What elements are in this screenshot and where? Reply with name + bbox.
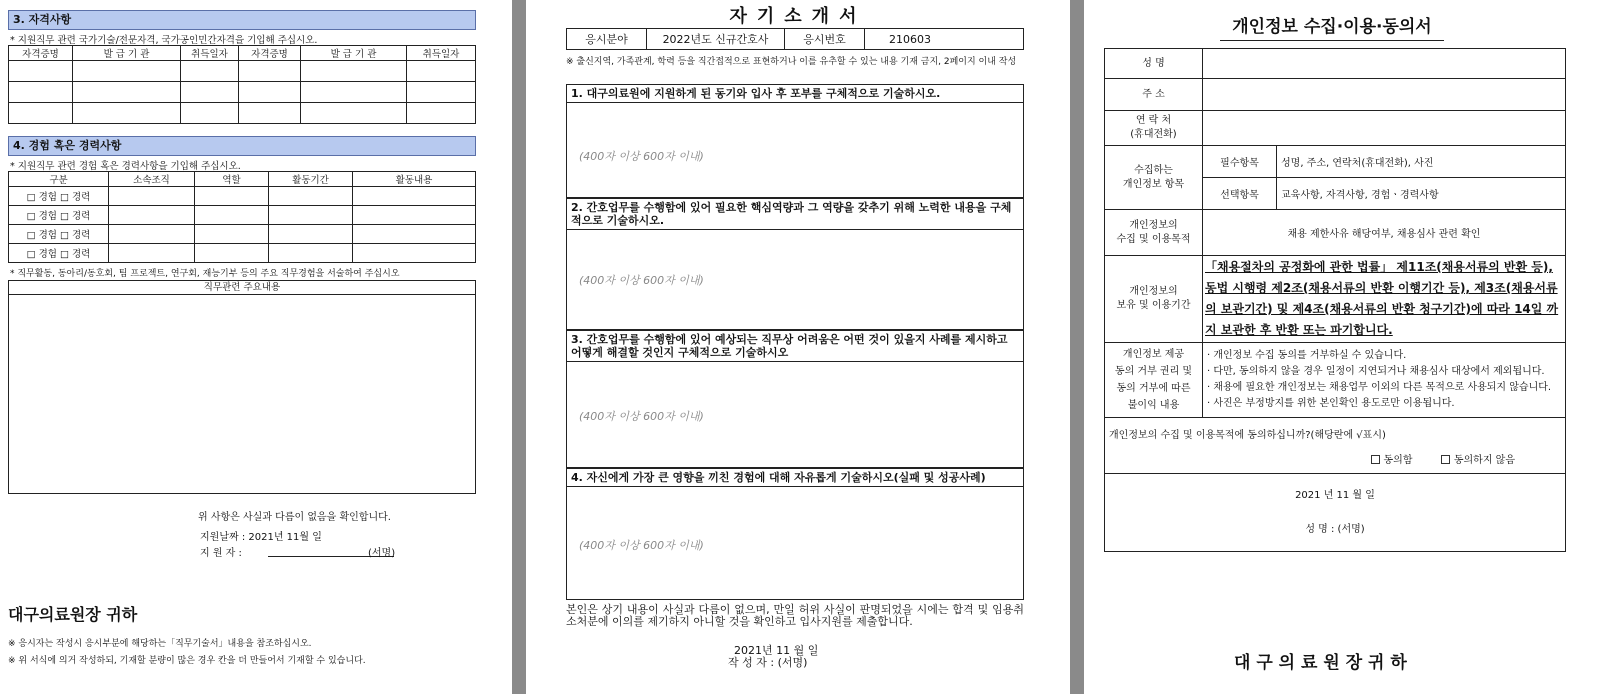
field-value[interactable]: 210603 — [865, 29, 1024, 50]
declaration: 본인은 상기 내용이 사실과 다름이 없으며, 만일 허위 사실이 판명되었을 시에는 합격 및 임용취소처분에 이의를 제기하지 아니할 것을 확인하고 입사지원를 제출합니다. — [566, 603, 1024, 628]
agree-checkbox[interactable] — [1371, 455, 1380, 464]
table-row — [567, 29, 1024, 50]
section4-note: * 지원직무 관련 경험 혹은 경력사항을 기입해 주십시오. — [10, 161, 241, 172]
list-item: · 사진은 부정방지를 위한 본인확인 용도로만 이용됩니다. — [1207, 398, 1455, 409]
confirm-text: 위 사항은 사실과 다름이 없음을 확인합니다. — [198, 512, 391, 523]
retention-text: 「채용절차의 공정화에 관한 법률」 제11조(채용서류의 반환 등), 동법 시행령 제2조(채용서류의 반환 이행기간 등), 제3조(채용서류의 보관기간) 및 제4조(채용서류의 반환 청구기간)에 따라 14일 까지 보관한 후 반환 또는 파기합니다. — [1205, 260, 1559, 337]
question-box-3[interactable] — [566, 330, 1024, 468]
optional-label: 선택항목 — [1203, 178, 1277, 210]
apply-date: 지원날짜 : 2021년 11월 일 — [200, 532, 322, 543]
consent-question: 개인정보의 수집 및 이용목적에 동의하십니까?(해당란에 √표시) — [1109, 429, 1386, 441]
table-header: 구분 — [9, 172, 109, 187]
job-experience-box[interactable] — [8, 280, 476, 494]
consent-options — [1109, 451, 1561, 466]
table-header: 취득일자 — [407, 46, 476, 61]
table-row — [1105, 343, 1566, 418]
table-row — [1105, 474, 1566, 552]
table-row[interactable] — [9, 244, 476, 263]
table-row — [1105, 146, 1566, 178]
table-header: 자격증명 — [239, 46, 301, 61]
page-title: 개인정보 수집·이용·동의서 — [1220, 12, 1444, 41]
placeholder-text: (400자 이상 600자 이내) — [579, 410, 704, 423]
section3-note: * 지원직무 관련 국가기술/전문자격, 국가공인민간자격을 기입해 주십시오. — [10, 35, 318, 46]
field-label: 응시분야 — [567, 29, 647, 50]
table-row[interactable] — [9, 187, 476, 206]
table-row — [1105, 210, 1566, 256]
section3-title: 3. 자격사항 — [8, 10, 476, 30]
table-row — [1105, 418, 1566, 474]
disagree-label: 동의하지 않음 — [1453, 454, 1515, 466]
table-header: 소속조직 — [109, 172, 195, 187]
table-row[interactable] — [9, 206, 476, 225]
list-item: · 개인정보 수집 동의를 거부하실 수 있습니다. — [1207, 350, 1407, 361]
list-item: · 다만, 동의하지 않을 경우 일정이 지연되거나 채용심사 대상에서 제외됩니다. — [1207, 366, 1545, 377]
type-checkbox-label[interactable]: □ 경험 □ 경력 — [9, 244, 109, 263]
page-title: 자기소개서 — [729, 6, 867, 27]
question-text: 4. 자신에게 가장 큰 영향을 끼친 경험에 대해 자유롭게 기술하시오(실패 및 성공사례) — [567, 469, 1023, 487]
question-box-4[interactable] — [566, 468, 1024, 600]
refusal-list — [1203, 343, 1566, 418]
question-box-1[interactable] — [566, 84, 1024, 198]
question-text: 1. 대구의료원에 지원하게 된 동기와 입사 후 포부를 구체적으로 기술하시오. — [567, 85, 1023, 103]
collected-label: 수집하는 개인정보 항목 — [1105, 146, 1203, 210]
section4-title: 4. 경험 혹은 경력사항 — [8, 136, 476, 156]
retention-label: 개인정보의 보유 및 이용기간 — [1105, 256, 1203, 343]
field-value[interactable]: 2022년도 신규간호사 — [647, 29, 785, 50]
table-row[interactable] — [9, 225, 476, 244]
table-row — [1105, 256, 1566, 343]
table-row[interactable] — [9, 82, 476, 103]
contact-label: 연 락 처 (휴대전화) — [1105, 111, 1203, 146]
footnote: ※ 응시자는 작성시 응시부분에 해당하는「직무기술서」내용을 참조하십시오. — [8, 639, 312, 649]
question-box-2[interactable] — [566, 198, 1024, 330]
purpose-label: 개인정보의 수집 및 이용목적 — [1105, 210, 1203, 256]
table-header: 활동기간 — [269, 172, 353, 187]
consent-table — [1104, 48, 1566, 552]
field-label: 응시번호 — [785, 29, 865, 50]
notice: ※ 출신지역, 가족관계, 학력 등을 직간접적으로 표현하거나 이를 유추할 수 있는 내용 기재 금지, 2페이지 이내 작성 — [566, 57, 1017, 67]
type-checkbox-label[interactable]: □ 경험 □ 경력 — [9, 187, 109, 206]
table-header: 발 급 기 관 — [73, 46, 181, 61]
page-privacy-consent — [1084, 0, 1600, 694]
table-header-row — [9, 46, 476, 61]
addressee: 대구의료원장 귀하 — [8, 605, 138, 624]
placeholder-text: (400자 이상 600자 이내) — [579, 539, 704, 552]
author-sign: 작 성 자 : (서명) — [728, 656, 808, 669]
table-header: 발 급 기 관 — [301, 46, 407, 61]
table-row — [1105, 79, 1566, 111]
question-text: 3. 간호업무를 수행함에 있어 예상되는 직무상 어려움은 어떤 것이 있을지 사례를 제시하고 어떻게 해결할 것인지 구체적으로 기술하시오 — [567, 331, 1023, 362]
consent-sign: 성 명 : (서명) — [1305, 523, 1365, 535]
name-field[interactable] — [1203, 49, 1566, 79]
placeholder-text: (400자 이상 600자 이내) — [579, 274, 704, 287]
write-date: 2021년 11 월 일 — [734, 644, 819, 657]
list-item: · 채용에 필요한 개인정보는 채용업무 이외의 다른 목적으로 사용되지 않습니다. — [1207, 382, 1552, 393]
type-checkbox-label[interactable]: □ 경험 □ 경력 — [9, 225, 109, 244]
page-qualifications — [0, 0, 512, 694]
consent-date: 2021 년 11 월 일 — [1295, 489, 1375, 501]
question-text: 2. 간호업무를 수행함에 있어 필요한 핵심역량과 그 역량을 갖추기 위해 노력한 내용을 구체적으로 기술하시오. — [567, 199, 1023, 230]
retention-value — [1203, 256, 1566, 343]
required-value: 성명, 주소, 연락처(휴대전화), 사진 — [1277, 146, 1566, 178]
optional-value: 교육사항, 자격사항, 경험ㆍ경력사항 — [1277, 178, 1566, 210]
address-label: 주 소 — [1105, 79, 1203, 111]
consent-cell — [1105, 418, 1566, 474]
disagree-checkbox[interactable] — [1441, 455, 1450, 464]
addressee: 대 구 의 료 원 장 귀 하 — [1234, 653, 1407, 673]
sign-label: (서명) — [368, 548, 396, 559]
purpose-value: 채용 제한사유 해당여부, 채용심사 관련 확인 — [1203, 210, 1566, 256]
refusal-label: 개인정보 제공 동의 거부 권리 및 동의 거부에 따른 불이익 내용 — [1105, 343, 1203, 418]
signature-cell — [1105, 474, 1566, 552]
required-label: 필수항목 — [1203, 146, 1277, 178]
applicant-label: 지 원 자 : — [200, 548, 242, 559]
page-self-introduction — [526, 0, 1070, 694]
qualification-table — [8, 45, 476, 124]
section4-note2: * 직무활동, 동아리/동호회, 팀 프로젝트, 연구회, 재능기부 등의 주요 직무경험을 서술하여 주십시오 — [10, 269, 400, 279]
table-header: 취득일자 — [181, 46, 239, 61]
table-header: 자격증명 — [9, 46, 73, 61]
table-header: 활동내용 — [353, 172, 476, 187]
table-row[interactable] — [9, 103, 476, 124]
table-header: 역할 — [195, 172, 269, 187]
table-row — [1105, 49, 1566, 79]
table-row[interactable] — [9, 61, 476, 82]
experience-table — [8, 171, 476, 263]
placeholder-text: (400자 이상 600자 이내) — [579, 150, 704, 163]
type-checkbox-label[interactable]: □ 경험 □ 경력 — [9, 206, 109, 225]
table-row — [1105, 111, 1566, 146]
name-label: 성 명 — [1105, 49, 1203, 79]
contact-field[interactable] — [1203, 111, 1566, 146]
footnote: ※ 위 서식에 의거 작성하되, 기재할 분량이 많은 경우 칸을 더 만들어서 기재할 수 있습니다. — [8, 656, 366, 666]
table-header-row — [9, 172, 476, 187]
agree-label: 동의함 — [1383, 454, 1413, 466]
applicant-info-table — [566, 28, 1024, 50]
address-field[interactable] — [1203, 79, 1566, 111]
box-header: 직무관련 주요내용 — [9, 281, 475, 295]
